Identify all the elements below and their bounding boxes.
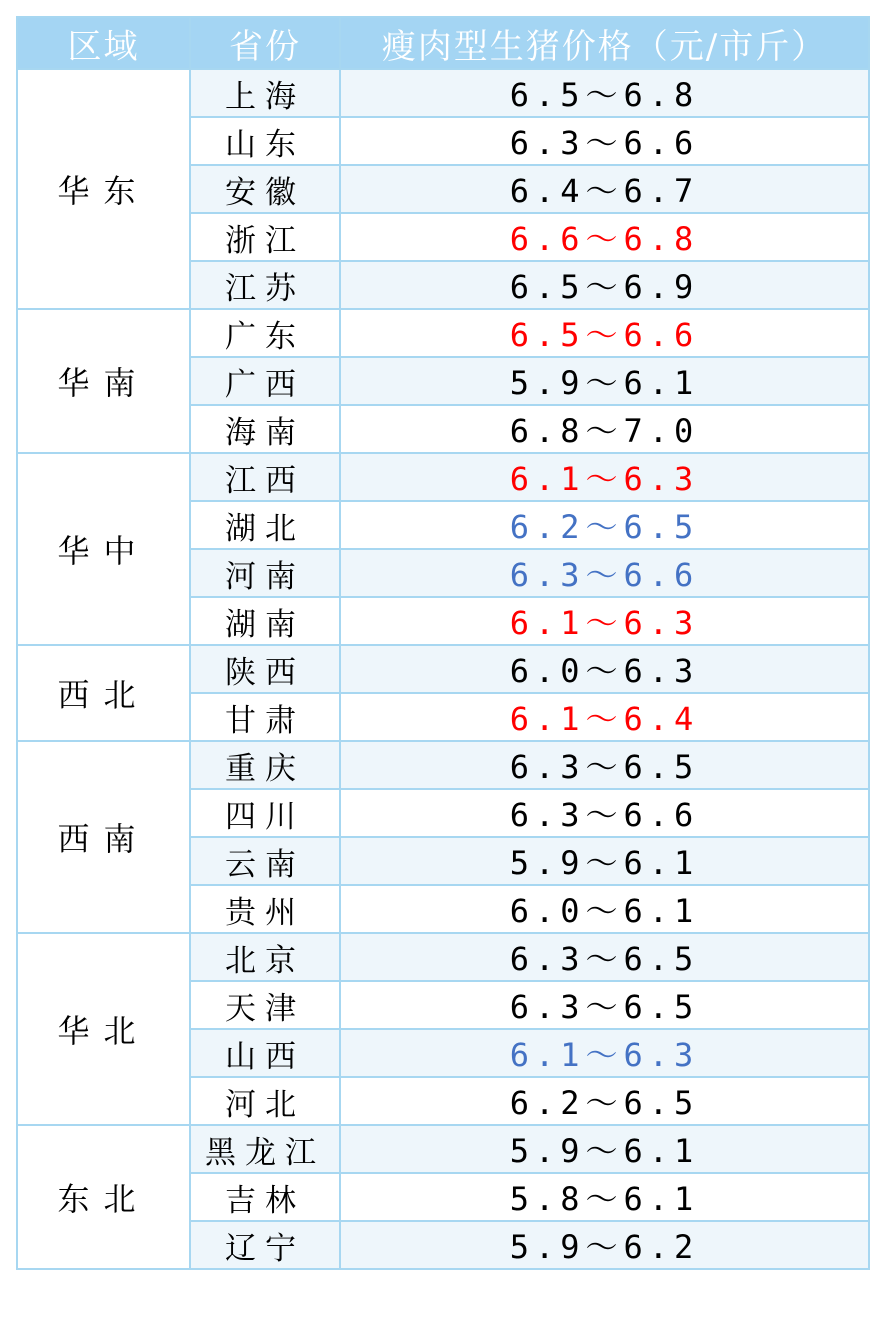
province-cell: 山西 <box>190 1029 340 1077</box>
price-cell: 6.1～6.3 <box>340 597 869 645</box>
province-cell: 安徽 <box>190 165 340 213</box>
price-cell: 5.8～6.1 <box>340 1173 869 1221</box>
province-cell: 北京 <box>190 933 340 981</box>
province-cell: 黑龙江 <box>190 1125 340 1173</box>
table-header <box>17 17 869 69</box>
table-row <box>17 309 869 357</box>
header-province: 省份 <box>190 17 340 69</box>
price-cell: 6.5～6.9 <box>340 261 869 309</box>
price-cell: 6.6～6.8 <box>340 213 869 261</box>
province-cell: 辽宁 <box>190 1221 340 1269</box>
price-cell: 6.2～6.5 <box>340 501 869 549</box>
region-cell: 华东 <box>17 69 190 309</box>
province-cell: 吉林 <box>190 1173 340 1221</box>
table-row <box>17 645 869 693</box>
province-cell: 河北 <box>190 1077 340 1125</box>
price-cell: 6.2～6.5 <box>340 1077 869 1125</box>
province-cell: 天津 <box>190 981 340 1029</box>
price-cell: 6.3～6.6 <box>340 789 869 837</box>
price-cell: 5.9～6.1 <box>340 1125 869 1173</box>
price-cell: 6.1～6.4 <box>340 693 869 741</box>
region-cell: 华北 <box>17 933 190 1125</box>
table-row <box>17 933 869 981</box>
price-cell: 6.5～6.6 <box>340 309 869 357</box>
province-cell: 海南 <box>190 405 340 453</box>
region-cell: 华南 <box>17 309 190 453</box>
header-region: 区域 <box>17 17 190 69</box>
table-body <box>17 69 869 1269</box>
province-cell: 湖南 <box>190 597 340 645</box>
price-cell: 6.5～6.8 <box>340 69 869 117</box>
table-row <box>17 741 869 789</box>
price-cell: 5.9～6.1 <box>340 837 869 885</box>
region-cell: 东北 <box>17 1125 190 1269</box>
price-cell: 6.4～6.7 <box>340 165 869 213</box>
pig-price-table <box>16 16 870 1270</box>
header-price: 瘦肉型生猪价格（元/市斤） <box>340 17 869 69</box>
region-cell: 华中 <box>17 453 190 645</box>
price-cell: 6.3～6.5 <box>340 741 869 789</box>
province-cell: 浙江 <box>190 213 340 261</box>
province-cell: 河南 <box>190 549 340 597</box>
price-cell: 6.3～6.5 <box>340 933 869 981</box>
region-cell: 西南 <box>17 741 190 933</box>
province-cell: 甘肃 <box>190 693 340 741</box>
table-row <box>17 1125 869 1173</box>
price-cell: 6.3～6.6 <box>340 117 869 165</box>
price-cell: 6.0～6.3 <box>340 645 869 693</box>
province-cell: 贵州 <box>190 885 340 933</box>
table-row <box>17 69 869 117</box>
province-cell: 广东 <box>190 309 340 357</box>
province-cell: 云南 <box>190 837 340 885</box>
province-cell: 江西 <box>190 453 340 501</box>
price-cell: 6.3～6.6 <box>340 549 869 597</box>
price-cell: 6.8～7.0 <box>340 405 869 453</box>
price-cell: 6.1～6.3 <box>340 1029 869 1077</box>
price-cell: 5.9～6.1 <box>340 357 869 405</box>
price-cell: 5.9～6.2 <box>340 1221 869 1269</box>
price-cell: 6.1～6.3 <box>340 453 869 501</box>
region-cell: 西北 <box>17 645 190 741</box>
province-cell: 湖北 <box>190 501 340 549</box>
price-cell: 6.0～6.1 <box>340 885 869 933</box>
province-cell: 四川 <box>190 789 340 837</box>
province-cell: 上海 <box>190 69 340 117</box>
header-row <box>17 17 869 69</box>
province-cell: 江苏 <box>190 261 340 309</box>
price-cell: 6.3～6.5 <box>340 981 869 1029</box>
province-cell: 山东 <box>190 117 340 165</box>
table-row <box>17 453 869 501</box>
province-cell: 陕西 <box>190 645 340 693</box>
province-cell: 重庆 <box>190 741 340 789</box>
province-cell: 广西 <box>190 357 340 405</box>
